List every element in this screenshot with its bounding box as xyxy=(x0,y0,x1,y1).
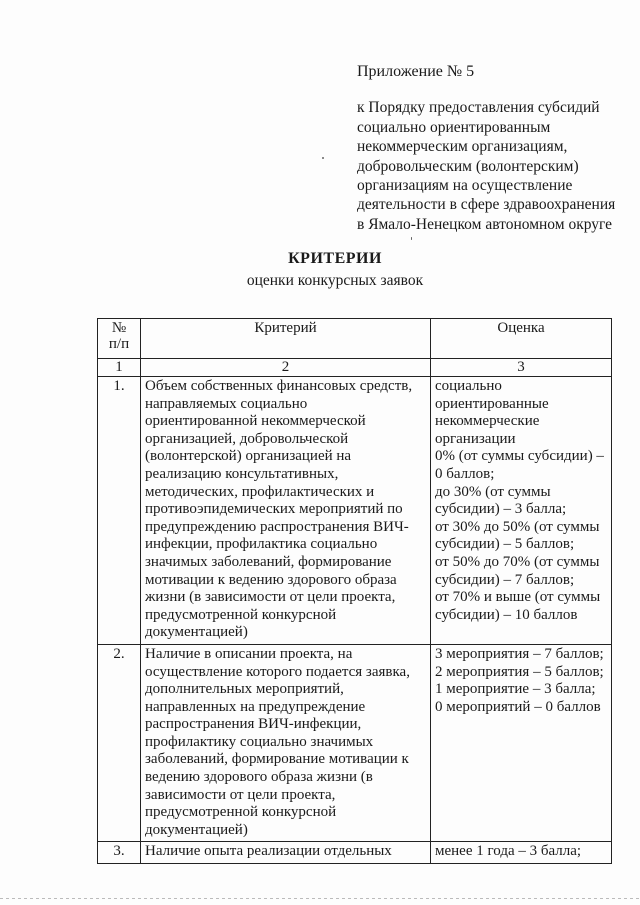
criterion-line: организацией, добровольческой xyxy=(145,430,349,447)
score-line: от 30% до 50% (от суммы xyxy=(435,518,600,535)
score-line: 1 мероприятие – 3 балла; xyxy=(435,681,596,698)
score-line: некоммерческие xyxy=(435,413,540,430)
column-index: 2 xyxy=(141,359,431,377)
criterion-line: направляемых социально xyxy=(145,395,308,412)
row-criterion xyxy=(141,644,431,842)
row-criterion xyxy=(141,377,431,645)
document-heading xyxy=(0,250,640,290)
score-line: 0 мероприятий – 0 баллов xyxy=(435,698,601,715)
table-row xyxy=(98,842,612,864)
criterion-line: направленных на предупреждение xyxy=(145,698,366,715)
appendix-line: добровольческим (волонтерским) xyxy=(357,157,579,175)
score-line: субсидии) – 5 баллов; xyxy=(435,536,575,553)
appendix-text xyxy=(357,98,627,234)
header-criterion: Критерий xyxy=(141,319,431,359)
score-line: 0 баллов; xyxy=(435,465,495,482)
appendix-line: некоммерческим организациям, xyxy=(357,138,568,156)
criterion-line: документацией) xyxy=(145,624,248,641)
table-row xyxy=(98,377,612,645)
criterion-line: Объем собственных финансовых средств, xyxy=(145,378,413,394)
appendix-line: в Ямало-Ненецком автономном округе xyxy=(357,215,613,233)
appendix-line: организациям на осуществление xyxy=(357,177,573,195)
criterion-line: Наличие опыта реализации отдельных xyxy=(145,843,392,860)
criterion-line: предусмотренной конкурсной xyxy=(145,804,337,821)
heading-subtitle: оценки конкурсных заявок xyxy=(246,272,424,289)
row-number: 3. xyxy=(98,842,141,864)
heading-title: КРИТЕРИИ xyxy=(288,250,382,267)
header-number xyxy=(98,319,141,359)
criterion-line: жизни (в зависимости от цели проекта, xyxy=(145,589,396,606)
scan-edge xyxy=(0,898,640,899)
row-number: 1. xyxy=(98,377,141,645)
row-criterion xyxy=(141,842,431,864)
appendix-line: деятельности в сфере здравоохранения xyxy=(357,196,616,214)
scan-speck xyxy=(322,157,324,159)
score-line: организации xyxy=(435,430,516,447)
criterion-line: значимых заболеваний, формирование xyxy=(145,553,392,570)
score-line: 2 мероприятия – 5 баллов; xyxy=(435,663,604,680)
row-score xyxy=(431,842,612,864)
column-index: 1 xyxy=(98,359,141,377)
header-number-abbr: п/п xyxy=(108,336,130,352)
column-index: 3 xyxy=(431,359,612,377)
score-line: от 50% до 70% (от суммы xyxy=(435,553,600,570)
criterion-line: ведению здорового образа жизни (в xyxy=(145,769,373,786)
appendix-line: к Порядку предоставления субсидий xyxy=(357,99,600,117)
criterion-line: реализацию консультативных, xyxy=(145,465,339,482)
criterion-line: зависимости от цели проекта, xyxy=(145,786,336,803)
score-line: социально xyxy=(435,378,502,394)
score-line: ориентированные xyxy=(435,395,549,412)
score-line: 0% (от суммы субсидии) – xyxy=(435,448,604,465)
criterion-line: дополнительных мероприятий, xyxy=(145,681,344,698)
appendix-line: социально ориентированным xyxy=(357,118,551,136)
score-line: субсидии) – 10 баллов xyxy=(435,606,578,623)
appendix-block xyxy=(357,62,627,234)
row-score xyxy=(431,377,612,645)
criterion-line: мотивации к ведению здорового образа xyxy=(145,571,397,588)
score-line: субсидии) – 7 баллов; xyxy=(435,571,575,588)
column-index-row xyxy=(98,359,612,377)
appendix-title: Приложение № 5 xyxy=(357,63,475,80)
criterion-line: заболеваний, формирование мотивации к xyxy=(145,751,409,768)
criterion-line: Наличие в описании проекта, на xyxy=(145,645,353,662)
score-line: менее 1 года – 3 балла; xyxy=(435,843,582,860)
table-row xyxy=(98,644,612,842)
score-line: до 30% (от суммы xyxy=(435,483,551,500)
scan-speck xyxy=(411,237,412,240)
score-line: от 70% и выше (от суммы xyxy=(435,589,601,606)
row-number: 2. xyxy=(98,644,141,842)
table-header-row xyxy=(98,319,612,359)
criterion-line: предупреждению распространения ВИЧ- xyxy=(145,518,409,535)
criterion-line: распространения ВИЧ-инфекции, xyxy=(145,716,362,733)
score-line: субсидии) – 3 балла; xyxy=(435,501,567,518)
criterion-line: методических, профилактических и xyxy=(145,483,375,500)
criterion-line: предусмотренной конкурсной xyxy=(145,606,337,623)
header-score: Оценка xyxy=(431,319,612,359)
criterion-line: (волонтерской) организацией на xyxy=(145,448,352,465)
criterion-line: документацией) xyxy=(145,821,248,838)
criterion-line: противоэпидемических мероприятий по xyxy=(145,501,403,518)
row-score xyxy=(431,644,612,842)
score-line: 3 мероприятия – 7 баллов; xyxy=(435,645,604,662)
header-number-sign: № xyxy=(111,320,127,336)
criterion-line: осуществление которого подается заявка, xyxy=(145,663,410,680)
criterion-line: инфекции, профилактика социально xyxy=(145,536,378,553)
criterion-line: профилактику социально значимых xyxy=(145,733,374,750)
criteria-table xyxy=(97,318,612,864)
criterion-line: ориентированной некоммерческой xyxy=(145,413,366,430)
